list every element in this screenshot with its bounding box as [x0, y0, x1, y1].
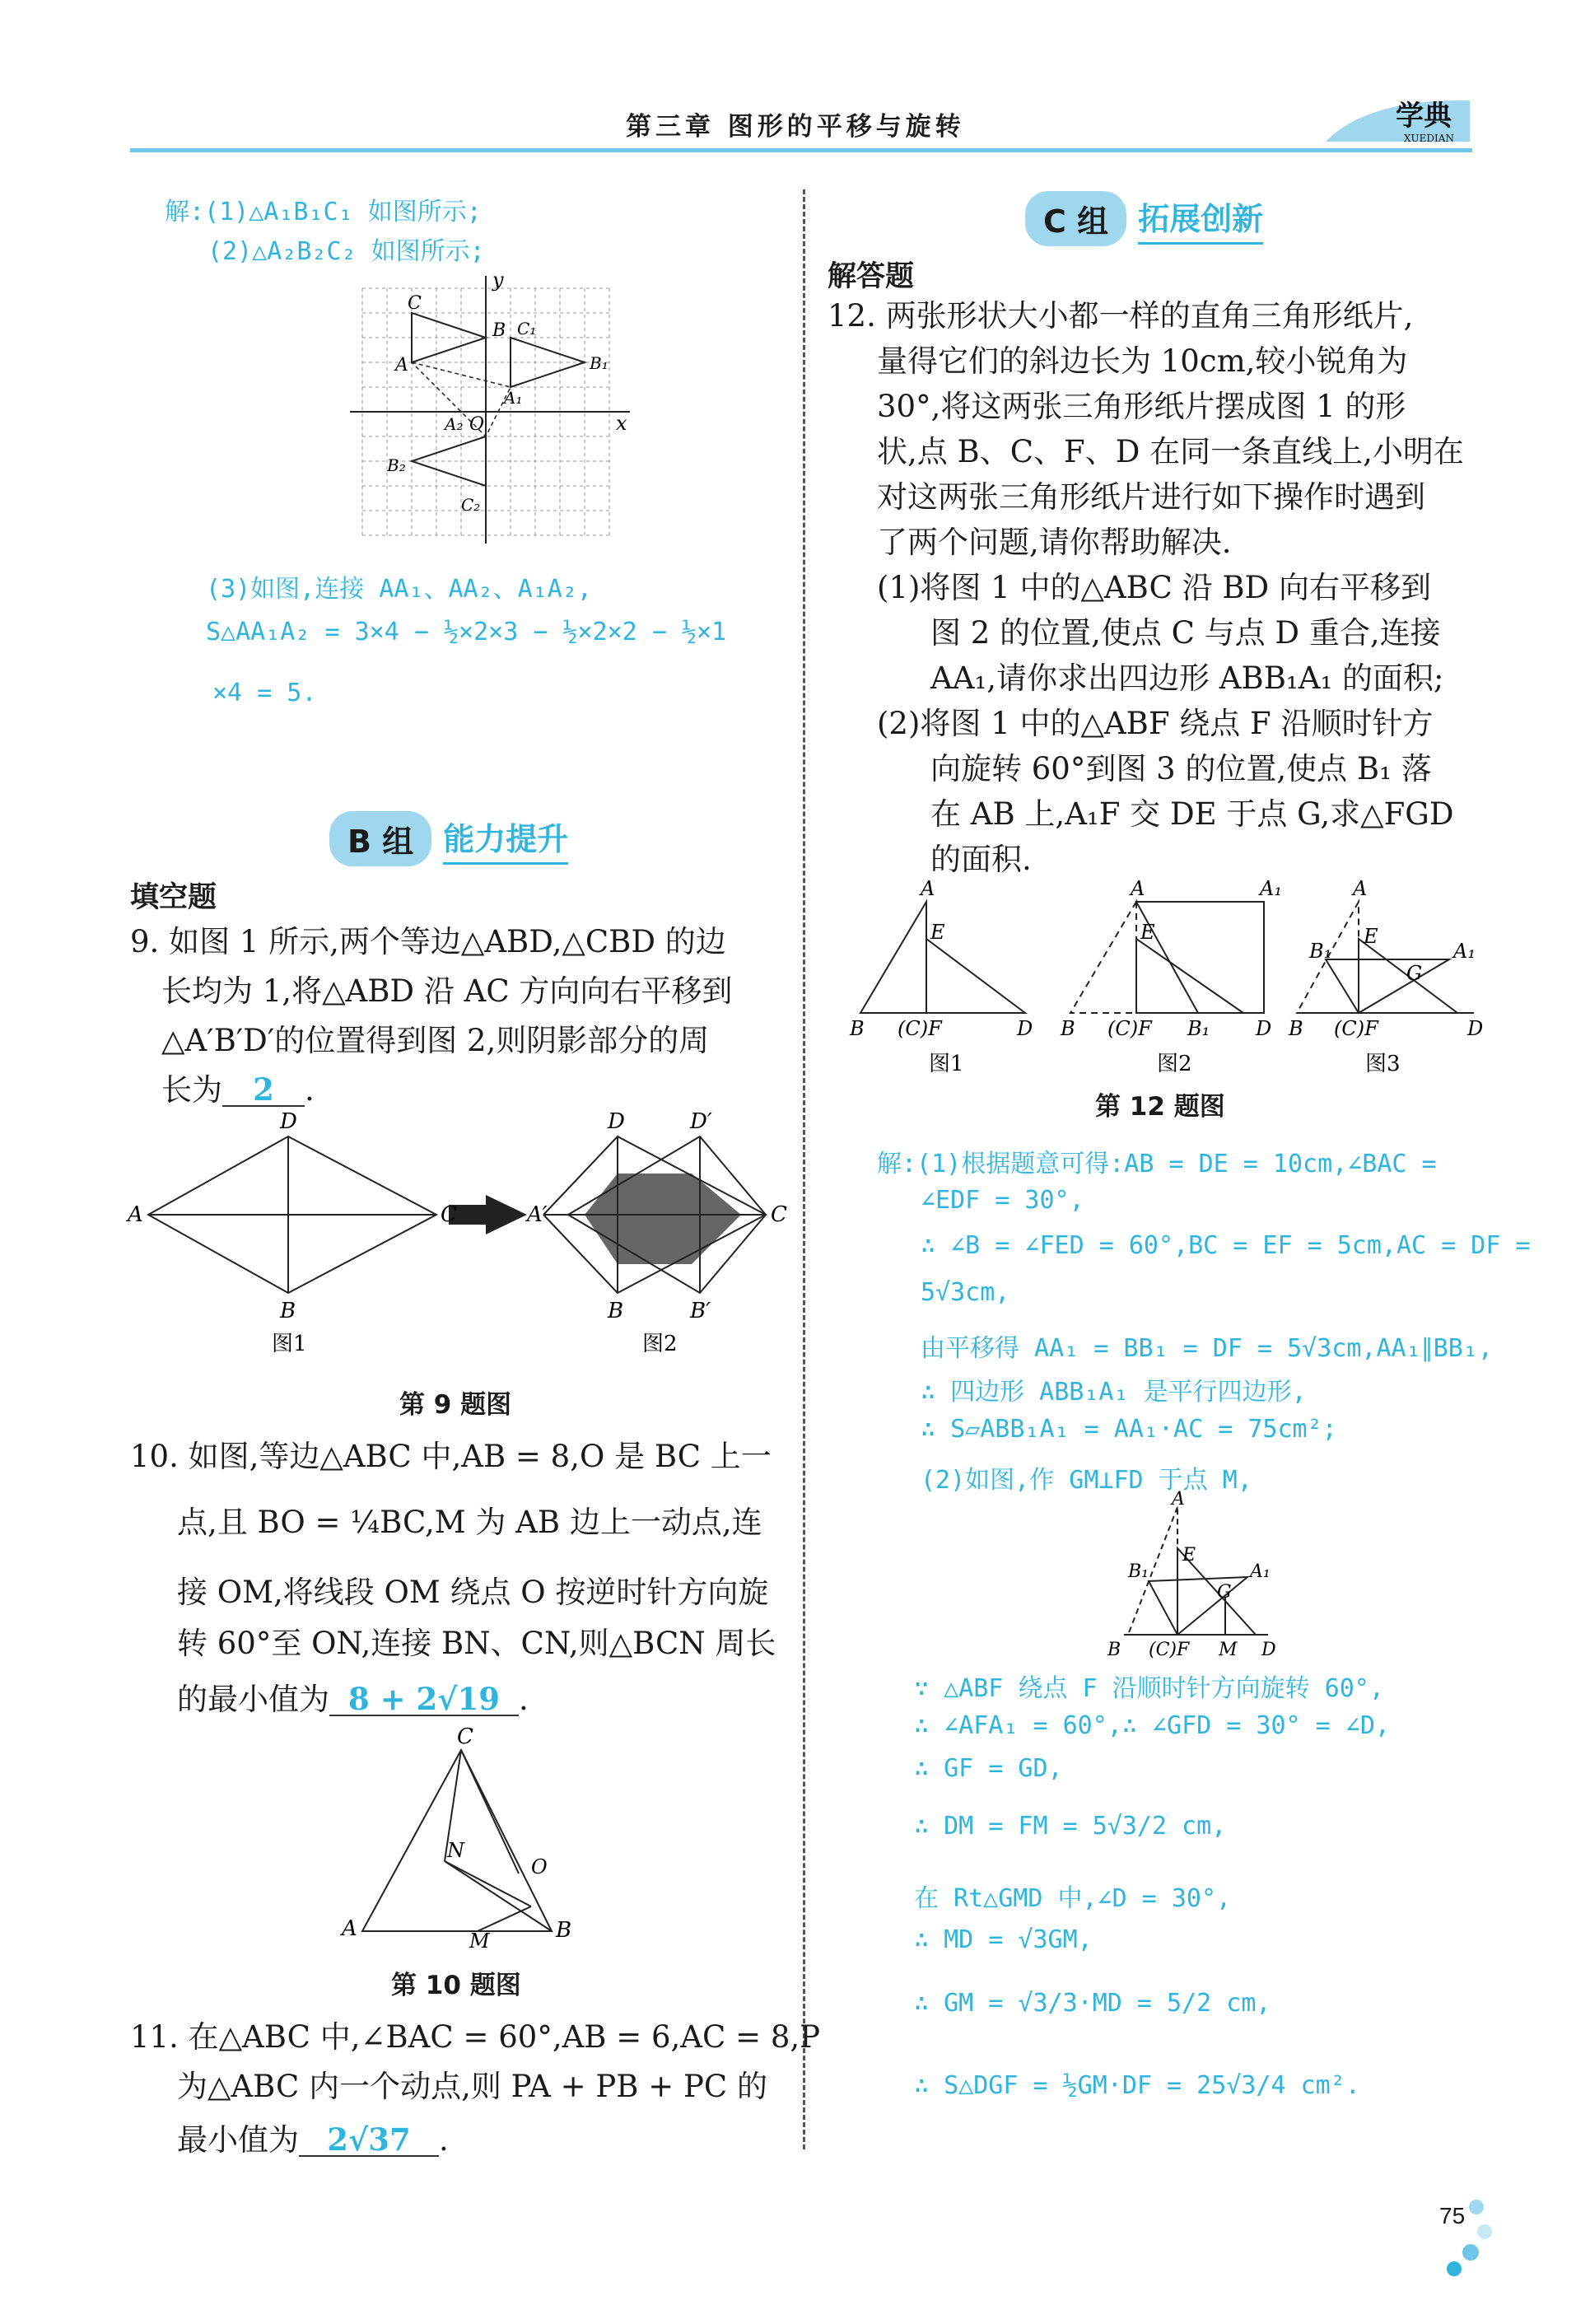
q10-line1: 10. 如图,等边△ABC 中,AB = 8,O 是 BC 上一	[130, 1439, 772, 1474]
q10-caption: 第 10 题图	[391, 1971, 521, 2000]
q10-line2: 点,且 BO = ¼BC,M 为 AB 边上一动点,连	[177, 1505, 762, 1540]
q9-figure	[124, 1108, 787, 1363]
f3-g: G	[1406, 962, 1423, 985]
q12-p2c: 在 AB 上,A₁F 交 DE 于点 G,求△FGD	[930, 796, 1454, 832]
group-c-title: 拓展创新	[1138, 194, 1263, 245]
pt-c1: C₁	[517, 319, 537, 338]
pt-a1: A₁	[504, 388, 523, 408]
pt-b1: B₁	[590, 353, 608, 373]
pt-b2: B₂	[387, 455, 406, 475]
q10-lbl-b: B	[556, 1918, 572, 1943]
q10-line5: 的最小值为 8 + 2√19 .	[177, 1681, 529, 1717]
f1-b: B	[850, 1017, 865, 1040]
q9-lbl-bp: B′	[690, 1299, 711, 1323]
origin-label: O	[469, 414, 485, 435]
q10-lbl-n: N	[447, 1839, 464, 1862]
brand-en: XUEDIAN	[1404, 133, 1454, 144]
sol12-10: ∴ ∠AFA₁ = 60°,∴ ∠GFD = 30° = ∠D,	[914, 1711, 1390, 1740]
f2-d: D	[1256, 1017, 1272, 1040]
sol12-1: 解:(1)根据题意可得:AB = DE = 10cm,∠BAC =	[877, 1150, 1437, 1178]
group-c-tag: C 组	[1025, 191, 1126, 246]
sol12-15: ∴ GM = √3/3·MD = 5/2 cm,	[914, 1989, 1271, 2018]
q9-line4: 长为 2 .	[161, 1071, 315, 1108]
axis-y-label: y	[492, 268, 504, 292]
q10-lbl-m: M	[469, 1930, 490, 1953]
brand-cn: 学典	[1396, 100, 1452, 133]
f2-b1: B₁	[1187, 1017, 1210, 1040]
f2-a1: A₁	[1260, 877, 1282, 900]
q9-caption: 第 9 题图	[399, 1390, 512, 1420]
s12f-e: E	[1182, 1545, 1196, 1566]
q11-line1: 11. 在△ABC 中,∠BAC = 60°,AB = 6,AC = 8,P	[130, 2019, 821, 2055]
q10-figure	[329, 1724, 609, 1953]
sol12-12: ∴ DM = FM = 5√3/2 cm,	[914, 1812, 1227, 1841]
q10-lbl-c: C	[457, 1724, 473, 1749]
sol12-9: ∵ △ABF 绕点 F 沿顺时针方向旋转 60°,	[914, 1674, 1384, 1703]
q9-lbl-ap: A′	[527, 1202, 548, 1227]
sol8-line1: 解:(1)△A₁B₁C₁ 如图所示;	[165, 198, 482, 226]
q9-fig1: 图1	[272, 1332, 307, 1356]
f1-d: D	[1017, 1017, 1033, 1040]
chapter-title: 第三章 图形的平移与旋转	[626, 112, 965, 142]
brand-logo	[1317, 91, 1474, 148]
sol8-line5: ×4 = 5.	[212, 679, 317, 707]
q12-p2b: 向旋转 60°到图 3 的位置,使点 B₁ 落	[930, 751, 1432, 786]
s12f-b1: B₁	[1128, 1561, 1149, 1582]
q11-line3: 最小值为 2√37 .	[177, 2121, 449, 2158]
s12f-d: D	[1261, 1640, 1276, 1660]
solve-heading: 解答题	[828, 260, 915, 293]
sol12-4: 5√3cm,	[921, 1278, 1010, 1307]
f2-cf: (C)F	[1107, 1017, 1152, 1040]
s12f-b: B	[1107, 1640, 1121, 1660]
q9-answer: 2	[222, 1075, 305, 1107]
s12f-cf: (C)F	[1149, 1640, 1190, 1660]
coordinate-grid-figure	[346, 268, 642, 544]
pt-a: A	[395, 355, 408, 376]
sol12-2: ∠EDF = 30°,	[921, 1186, 1084, 1215]
s12f-a1: A₁	[1250, 1561, 1271, 1582]
q9-lbl-d: D	[280, 1109, 297, 1134]
q9-lbl-b2: B	[608, 1299, 624, 1323]
f2-e: E	[1140, 921, 1155, 944]
q9-lbl-c2: C	[771, 1202, 787, 1227]
q9-lbl-d2: D	[608, 1109, 625, 1134]
f1-a: A	[921, 877, 935, 900]
q10-lbl-o: O	[531, 1855, 548, 1878]
sol12-8: (2)如图,作 GM⊥FD 于点 M,	[921, 1466, 1252, 1495]
group-b-badge	[329, 811, 568, 866]
f3-e: E	[1364, 925, 1378, 948]
fill-blank-heading: 填空题	[130, 881, 217, 914]
sol12-13: 在 Rt△GMD 中,∠D = 30°,	[914, 1884, 1232, 1913]
f3-a: A	[1353, 877, 1368, 900]
dots-decoration	[1439, 2191, 1497, 2281]
f3-cf: (C)F	[1334, 1017, 1378, 1040]
q10-answer: 8 + 2√19	[329, 1684, 519, 1716]
q9-line3: △A′B′D′的位置得到图 2,则阴影部分的周	[161, 1023, 710, 1058]
q9-fig2: 图2	[642, 1332, 678, 1356]
q12-fig3: 图3	[1365, 1052, 1401, 1076]
q12-line1: 12. 两张形状大小都一样的直角三角形纸片,	[828, 298, 1414, 334]
f3-b1: B₁	[1309, 940, 1332, 963]
q12-line4: 状,点 B、C、F、D 在同一条直线上,小明在	[877, 434, 1464, 469]
q12-p2a: (2)将图 1 中的△ABF 绕点 F 沿顺时针方	[877, 706, 1434, 741]
q12-line6: 了两个问题,请你帮助解决.	[877, 525, 1232, 560]
q10-lbl-a: A	[342, 1916, 357, 1941]
q12-figures	[848, 877, 1490, 1083]
sol12-figure	[1103, 1489, 1309, 1664]
f3-b: B	[1289, 1017, 1303, 1040]
q9-lbl-a: A	[128, 1202, 143, 1227]
group-b-tag: B 组	[329, 811, 431, 866]
sol8-line3: (3)如图,连接 AA₁、AA₂、A₁A₂,	[206, 575, 592, 604]
sol12-14: ∴ MD = √3GM,	[914, 1925, 1093, 1954]
q12-p1a: (1)将图 1 中的△ABC 沿 BD 向右平移到	[877, 570, 1431, 605]
pt-a2: A₂	[445, 414, 464, 434]
group-c-badge	[1025, 191, 1263, 246]
s12f-g: G	[1217, 1582, 1232, 1603]
column-divider	[803, 189, 805, 2149]
q9-line2: 长均为 1,将△ABD 沿 AC 方向向右平移到	[161, 973, 733, 1009]
pt-c: C	[408, 293, 422, 314]
header-rule	[130, 148, 1472, 152]
q11-answer: 2√37	[299, 2125, 439, 2157]
q12-line3: 30°,将这两张三角形纸片摆成图 1 的形	[877, 389, 1406, 424]
f2-b: B	[1061, 1017, 1075, 1040]
q12-p1c: AA₁,请你求出四边形 ABB₁A₁ 的面积;	[930, 660, 1444, 696]
sol8-line4: S△AA₁A₂ = 3×4 − ½×2×3 − ½×2×2 − ½×1	[206, 618, 727, 646]
f2-a: A	[1131, 877, 1145, 900]
q12-line5: 对这两张三角形纸片进行如下操作时遇到	[877, 479, 1425, 515]
q12-caption: 第 12 题图	[1095, 1092, 1225, 1122]
sol12-11: ∴ GF = GD,	[914, 1754, 1063, 1783]
sol12-16: ∴ S△DGF = ½GM·DF = 25√3/4 cm².	[914, 2071, 1360, 2100]
f3-a1: A₁	[1453, 940, 1476, 963]
q9-lbl-c: C	[441, 1202, 457, 1227]
f1-cf: (C)F	[898, 1017, 942, 1040]
q9-lbl-dp: D′	[690, 1109, 712, 1134]
q12-fig1: 图1	[929, 1052, 964, 1076]
q9-line1: 9. 如图 1 所示,两个等边△ABD,△CBD 的边	[130, 924, 726, 959]
sol12-5: 由平移得 AA₁ = BB₁ = DF = 5√3cm,AA₁∥BB₁,	[921, 1334, 1493, 1363]
q10-line3: 接 OM,将线段 OM 绕点 O 按逆时针方向旋	[177, 1575, 769, 1610]
s12f-a: A	[1172, 1489, 1185, 1510]
sol12-7: ∴ S▱ABB₁A₁ = AA₁·AC = 75cm²;	[921, 1415, 1337, 1444]
axis-x-label: x	[616, 412, 627, 435]
s12f-m: M	[1219, 1640, 1238, 1660]
group-b-title: 能力提升	[443, 814, 568, 865]
q9-lbl-b: B	[280, 1299, 296, 1323]
sol8-line2: (2)△A₂B₂C₂ 如图所示;	[207, 237, 485, 266]
q12-line2: 量得它们的斜边长为 10cm,较小锐角为	[877, 343, 1408, 379]
page-number: 75	[1439, 2203, 1466, 2228]
q12-p2d: 的面积.	[930, 842, 1032, 877]
q10-line4: 转 60°至 ON,连接 BN、CN,则△BCN 周长	[177, 1626, 776, 1661]
sol12-3: ∴ ∠B = ∠FED = 60°,BC = EF = 5cm,AC = DF =	[921, 1231, 1531, 1260]
pt-b: B	[492, 320, 506, 341]
q12-p1b: 图 2 的位置,使点 C 与点 D 重合,连接	[930, 615, 1441, 651]
q11-line2: 为△ABC 内一个动点,则 PA + PB + PC 的	[177, 2069, 767, 2104]
q12-fig2: 图2	[1157, 1052, 1192, 1076]
f1-e: E	[930, 921, 945, 944]
sol12-6: ∴ 四边形 ABB₁A₁ 是平行四边形,	[921, 1378, 1307, 1407]
pt-c2: C₂	[461, 495, 481, 515]
f3-d: D	[1467, 1017, 1484, 1040]
